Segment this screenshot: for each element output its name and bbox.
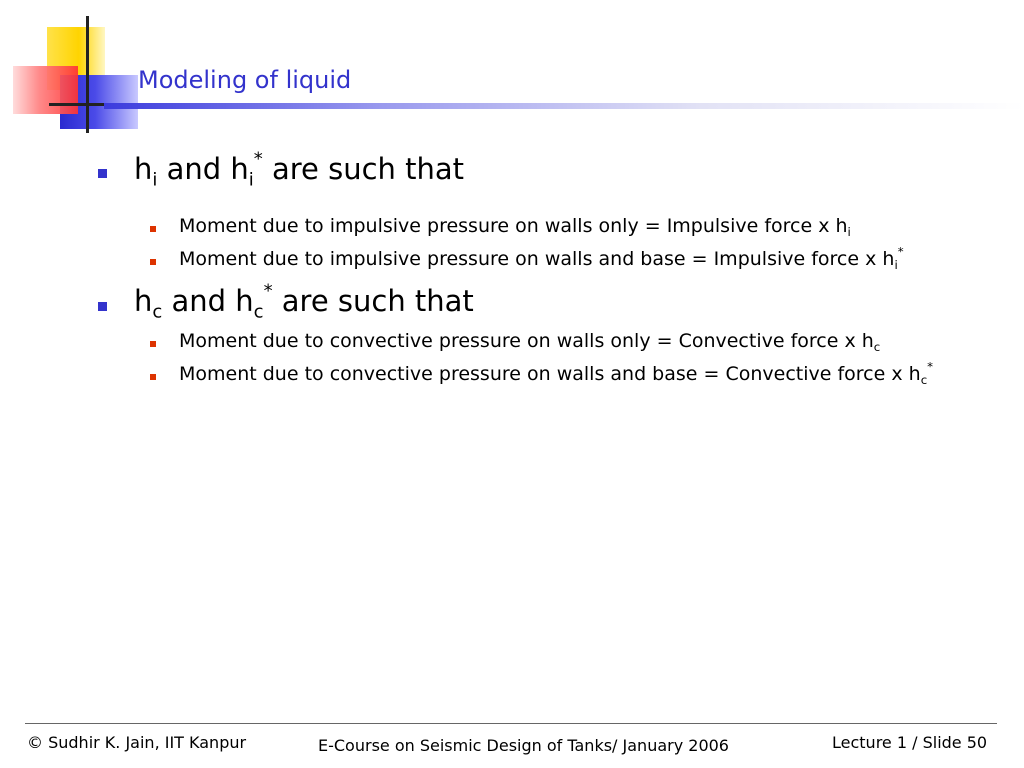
bullet-1-text: $h_i$ and $h_i^*$ are such that bbox=[134, 148, 465, 191]
level1-bullet-marker bbox=[98, 302, 107, 311]
level2-bullet-marker bbox=[150, 341, 156, 347]
bullet-2-1-text: Moment due to convective pressure on walls only = Convective force x $h_c$ bbox=[179, 330, 881, 355]
logo-red-square bbox=[13, 66, 78, 114]
title-underline bbox=[104, 103, 1024, 109]
slide-title: Modeling of liquid bbox=[138, 66, 352, 94]
bullet-1-1-text: Moment due to impulsive pressure on walls only = Impulsive force x $h_i$ bbox=[179, 215, 851, 240]
footer-author: © Sudhir K. Jain, IIT Kanpur bbox=[27, 733, 247, 752]
level2-bullet-marker bbox=[150, 259, 156, 265]
level2-bullet-marker bbox=[150, 226, 156, 232]
copyright-icon: © bbox=[27, 733, 43, 752]
slide-logo-decoration bbox=[0, 0, 140, 140]
logo-vertical-line bbox=[86, 16, 89, 133]
bullet-2-2-text: Moment due to convective pressure on walls and base = Convective force x $h_c^*$ bbox=[179, 359, 934, 388]
bullet-2-text: $h_c$ and $h_c^*$ are such that bbox=[134, 280, 474, 323]
bullet-1-2-text: Moment due to impulsive pressure on walls and base = Impulsive force x $h_i^*$ bbox=[179, 244, 904, 273]
level2-bullet-marker bbox=[150, 374, 156, 380]
footer-course: E-Course on Seismic Design of Tanks/ January 2006 bbox=[318, 736, 729, 755]
level1-bullet-marker bbox=[98, 169, 107, 178]
footer-divider bbox=[25, 723, 997, 724]
footer-slide-number: Lecture 1 / Slide 50 bbox=[832, 733, 988, 752]
